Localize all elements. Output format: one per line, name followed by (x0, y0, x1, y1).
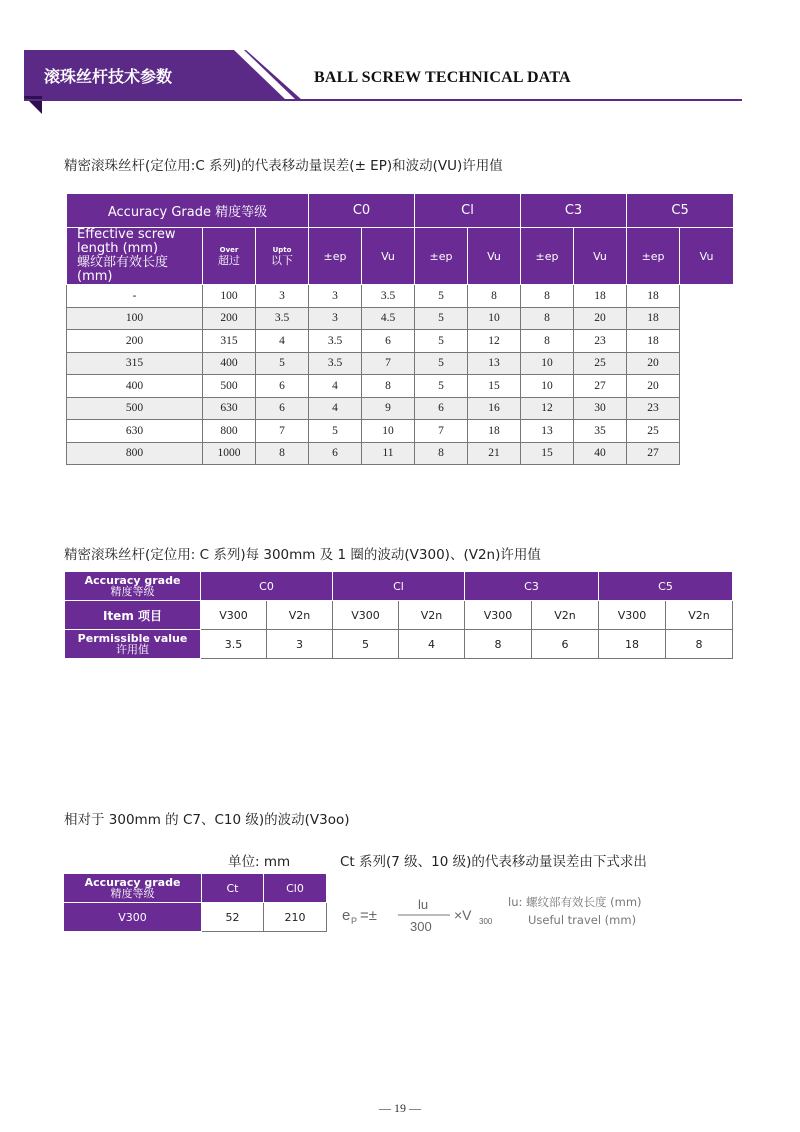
value-cell: 18 (627, 307, 680, 330)
row-label-cn: 螺纹部有效长度 (mm) (77, 255, 169, 284)
value-cell: 20 (574, 307, 627, 330)
value-cell: 3 (256, 285, 309, 308)
value-cell: 5 (415, 375, 468, 398)
permissible-value-cell: 5 (333, 630, 399, 659)
value-cell: 3.5 (256, 307, 309, 330)
value-cell: 6 (256, 375, 309, 398)
value-cell: 6 (309, 442, 362, 465)
t2-grade-header: Accuracy grade 精度等级 (65, 572, 201, 601)
value-cell: 8 (521, 307, 574, 330)
value-cell: 5 (256, 352, 309, 375)
range-cell: 100 (203, 285, 256, 308)
formula-eq: =± (360, 907, 377, 924)
vu-header: Vu (468, 228, 521, 285)
formula-num: lu (418, 897, 429, 912)
range-cell: 315 (203, 330, 256, 353)
value-cell: 3.5 (362, 285, 415, 308)
table1-caption: 精密滚珠丝杆(定位用:C 系列)的代表移动量误差(± EP)和波动(VU)许用值 (64, 158, 503, 174)
t3-value-ct: 52 (202, 903, 264, 932)
value-cell: 13 (468, 352, 521, 375)
value-cell: 6 (415, 397, 468, 420)
value-cell: 13 (521, 420, 574, 443)
value-cell: 4 (309, 375, 362, 398)
vu-header: Vu (574, 228, 627, 285)
t3-grade-header: Accuracy grade 精度等级 (64, 874, 202, 903)
ep-header: ±ep (309, 228, 362, 285)
value-cell: 25 (627, 420, 680, 443)
value-cell: 7 (256, 420, 309, 443)
item-cell: V2n (666, 601, 733, 630)
item-cell: V300 (599, 601, 666, 630)
range-cell: 1000 (203, 442, 256, 465)
value-cell: 35 (574, 420, 627, 443)
permissible-table (64, 571, 733, 659)
table-row (67, 442, 734, 465)
range-cell: 500 (203, 375, 256, 398)
formula-lhs-sub: P (351, 916, 358, 926)
value-cell: 18 (627, 330, 680, 353)
item-cell: V2n (267, 601, 333, 630)
value-cell: 27 (627, 442, 680, 465)
grade-c1: Cl (415, 194, 521, 228)
t2-grade-c5: C5 (599, 572, 733, 601)
value-cell: 8 (256, 442, 309, 465)
value-cell: 40 (574, 442, 627, 465)
table-row (67, 307, 734, 330)
value-cell: 30 (574, 397, 627, 420)
value-cell: 18 (468, 420, 521, 443)
value-cell: 5 (415, 352, 468, 375)
value-cell: 10 (468, 307, 521, 330)
value-cell: 6 (256, 397, 309, 420)
page-number: — 19 — (379, 1101, 421, 1115)
unit-label: 单位: mm (228, 854, 291, 870)
value-cell: 25 (574, 352, 627, 375)
value-cell: 20 (627, 352, 680, 375)
item-cell: V2n (399, 601, 465, 630)
table-row (67, 285, 734, 308)
value-cell: 8 (521, 285, 574, 308)
table2-caption: 精密滚珠丝杆(定位用: C 系列)每 300mm 及 1 圈的波动(V300)、(V2n)许用值 (64, 547, 541, 563)
value-cell: 23 (574, 330, 627, 353)
value-cell: 5 (415, 330, 468, 353)
formula-times-sub: 300 (479, 917, 493, 926)
range-cell: 200 (67, 330, 203, 353)
range-cell: 400 (67, 375, 203, 398)
value-cell: 3.5 (309, 330, 362, 353)
table-row (67, 397, 734, 420)
value-cell: 12 (468, 330, 521, 353)
ep-header: ±ep (521, 228, 574, 285)
t2-item-label: Item 项目 (65, 601, 201, 630)
accuracy-table (66, 193, 734, 465)
value-cell: 18 (574, 285, 627, 308)
formula-note: Ct 系列(7 级、10 级)的代表移动量误差由下式求出 (340, 854, 647, 870)
t3-col-c10: Cl0 (264, 874, 327, 903)
value-cell: 4 (309, 397, 362, 420)
range-cell: 500 (67, 397, 203, 420)
over-header: Over 超过 (203, 228, 256, 285)
value-cell: 3 (309, 285, 362, 308)
header-title-cn: 滚珠丝杆技术参数 (44, 67, 173, 86)
range-cell: 400 (203, 352, 256, 375)
value-cell: 8 (468, 285, 521, 308)
value-cell: 5 (309, 420, 362, 443)
permissible-value-cell: 3 (267, 630, 333, 659)
table-row (67, 420, 734, 443)
value-cell: 7 (415, 420, 468, 443)
permissible-value-cell: 4 (399, 630, 465, 659)
value-cell: 5 (415, 285, 468, 308)
value-cell: 16 (468, 397, 521, 420)
ep-header: ±ep (627, 228, 680, 285)
value-cell: 12 (521, 397, 574, 420)
value-cell: 10 (362, 420, 415, 443)
header-title-en: BALL SCREW TECHNICAL DATA (314, 69, 571, 86)
t3-value-c10: 210 (264, 903, 327, 932)
range-cell: 800 (203, 420, 256, 443)
value-cell: 10 (521, 352, 574, 375)
t2-grade-c3: C3 (465, 572, 599, 601)
grade-c3: C3 (521, 194, 627, 228)
item-cell: V2n (532, 601, 599, 630)
value-cell: 7 (362, 352, 415, 375)
t3-col-ct: Ct (202, 874, 264, 903)
value-cell: 20 (627, 375, 680, 398)
permissible-value-cell: 8 (465, 630, 532, 659)
range-cell: 200 (203, 307, 256, 330)
table-row (67, 330, 734, 353)
value-cell: 11 (362, 442, 415, 465)
value-cell: 3 (309, 307, 362, 330)
permissible-value-cell: 8 (666, 630, 733, 659)
upto-header: Upto 以下 (256, 228, 309, 285)
grade-header: Accuracy Grade 精度等级 (67, 194, 309, 228)
formula-times: ×V (454, 907, 472, 923)
grade-c0: C0 (309, 194, 415, 228)
vu-header: Vu (362, 228, 415, 285)
value-cell: 15 (521, 442, 574, 465)
item-cell: V300 (333, 601, 399, 630)
ep-header: ±ep (415, 228, 468, 285)
value-cell: 6 (362, 330, 415, 353)
table-row (67, 375, 734, 398)
value-cell: 8 (521, 330, 574, 353)
t2-perm-label: Permissible value 许用值 (65, 630, 201, 659)
value-cell: 9 (362, 397, 415, 420)
range-cell: 800 (67, 442, 203, 465)
t3-row-label: V300 (64, 903, 202, 932)
range-cell: 630 (203, 397, 256, 420)
value-cell: 3.5 (309, 352, 362, 375)
formula-den: 300 (410, 919, 432, 934)
value-cell: 15 (468, 375, 521, 398)
table-row (67, 352, 734, 375)
t2-grade-c0: C0 (201, 572, 333, 601)
range-cell: - (67, 285, 203, 308)
row-label-en: Effective screw length (mm) (77, 227, 176, 256)
value-cell: 8 (415, 442, 468, 465)
range-cell: 100 (67, 307, 203, 330)
value-cell: 10 (521, 375, 574, 398)
range-cell: 630 (67, 420, 203, 443)
range-cell: 315 (67, 352, 203, 375)
value-cell: 18 (627, 285, 680, 308)
value-cell: 21 (468, 442, 521, 465)
ct-table (63, 873, 327, 932)
permissible-value-cell: 6 (532, 630, 599, 659)
formula-lhs: e (342, 907, 351, 924)
table3-caption: 相对于 300mm 的 C7、C10 级)的波动(V3oo) (64, 812, 350, 828)
value-cell: 27 (574, 375, 627, 398)
t2-grade-c1: Cl (333, 572, 465, 601)
legend2: Useful travel (mm) (528, 913, 637, 927)
value-cell: 5 (415, 307, 468, 330)
vu-header: Vu (680, 228, 734, 285)
item-cell: V300 (465, 601, 532, 630)
value-cell: 4 (256, 330, 309, 353)
grade-c5: C5 (627, 194, 734, 228)
legend1: lu: 螺纹部有效长度 (mm) (508, 895, 642, 909)
permissible-value-cell: 18 (599, 630, 666, 659)
item-cell: V300 (201, 601, 267, 630)
formula-image (340, 890, 680, 938)
header-rule (24, 99, 742, 101)
permissible-value-cell: 3.5 (201, 630, 267, 659)
value-cell: 4.5 (362, 307, 415, 330)
value-cell: 23 (627, 397, 680, 420)
row-label (67, 228, 203, 285)
value-cell: 8 (362, 375, 415, 398)
